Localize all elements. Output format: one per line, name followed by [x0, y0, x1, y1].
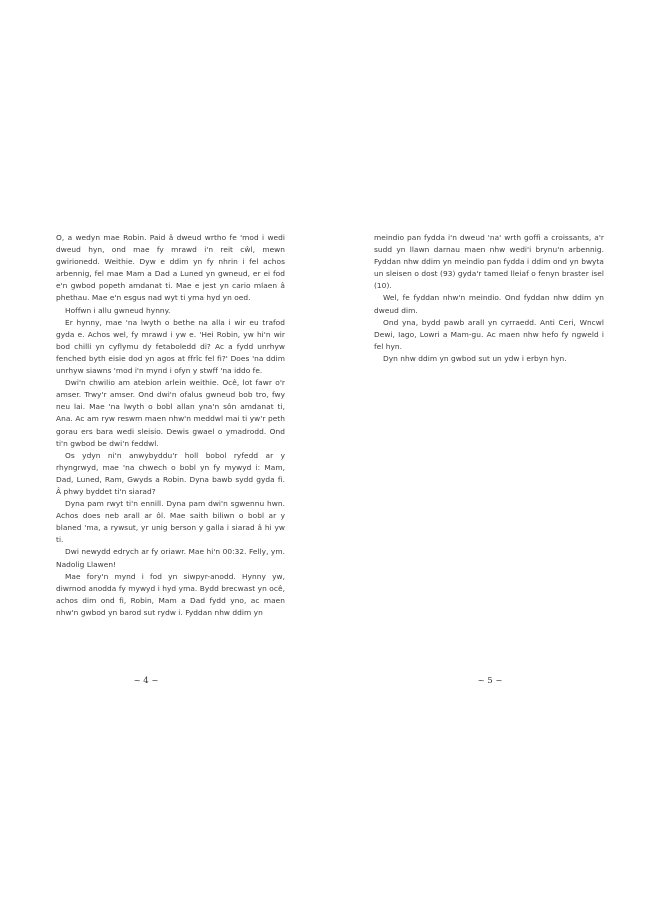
right-page — [330, 0, 660, 904]
paragraph: Dwi newydd edrych ar fy oriawr. Mae hi'n 00:32. Felly, ym. Nadolig Llawen! — [56, 547, 285, 569]
paragraph: Er hynny, mae 'na lwyth o bethe na alla i wir eu trafod gyda e. Achos wel, fy mrawd i yw e. 'Hei Robin, yw hi'n wir bod chilli yn cyflymu dy fetaboledd di? Ac a fydd unrhyw fenched byth eisie dod yn agos at ffrîc fel fi?' Does 'na ddim unrhyw siawns 'mod i'n mynd i ofyn y stwff 'na iddo fe. — [56, 317, 285, 376]
paragraph: Wel, fe fyddan nhw'n meindio. Ond fyddan nhw ddim yn dweud dim. — [374, 293, 604, 315]
paragraph: Mae fory'n mynd i fod yn siwpyr-anodd. Hynny yw, diwrnod anodda fy mywyd i hyd yma. Bydd brecwast yn ocê, achos dim ond fi, Robin, Mam a Dad fydd yno, ac maen nhw'n gwbod yn barod sut rydw i. Fyddan nhw ddim yn — [56, 571, 285, 617]
page-number: ~ 4 ~ — [133, 676, 159, 686]
page-number: ~ 5 ~ — [477, 676, 503, 686]
right-page-text — [374, 232, 604, 365]
paragraph: Hoffwn i allu gwneud hynny. — [65, 305, 171, 315]
paragraph: O, a wedyn mae Robin. Paid â dweud wrtho fe 'mod i wedi dweud hyn, ond mae fy mrawd i'n reit cŵl, mewn gwirionedd. Weithie. Dyw e ddim yn fy nhrin i fel achos arbennig, fel mae Mam a Dad a Luned yn gwneud, er ei fod e'n gwbod popeth amdanat ti. Mae e jest yn cario mlaen â phethau. Mae e'n esgus nad wyt ti yma hyd yn oed. — [56, 233, 285, 303]
paragraph: Os ydyn ni'n anwybyddu'r holl bobol ryfedd ar y rhyngrwyd, mae 'na chwech o bobl yn fy mywyd i: Mam, Dad, Luned, Ram, Gwyds a Robin. Dyna bawb sydd gyda fi. Â phwy byddet ti'n siarad? — [56, 450, 285, 496]
paragraph: Dyna pam rwyt ti'n ennill. Dyna pam dwi'n sgwennu hwn. Achos does neb arall ar ôl. Mae saith biliwn o bobl ar y blaned 'ma, a rywsut, yr unig berson y galla i siarad â hi yw ti. — [56, 499, 285, 545]
paragraph: meindio pan fydda i'n dweud 'na' wrth goffi a croissants, a'r sudd yn llawn darnau maen nhw wedi'i brynu'n arbennig. Fyddan nhw ddim yn meindio pan fydda i ddim ond yn bwyta un sleisen o dost (93) gyda'r tamed lleiaf o fenyn braster isel (10). — [374, 233, 604, 291]
paragraph: Ond yna, bydd pawb arall yn cyrraedd. Anti Ceri, Wncwl Dewi, Iago, Lowri a Mam-gu. Ac maen nhw hefo fy ngweld i fel hyn. — [374, 317, 604, 351]
paragraph: Dyn nhw ddim yn gwbod sut un ydw i erbyn hyn. — [383, 353, 567, 363]
left-page-text — [56, 232, 285, 619]
paragraph: Dwi'n chwilio am atebion arlein weithie. Ocê, lot fawr o'r amser. Trwy'r amser. Ond dwi'n ofalus gwneud bob tro, fwy neu lai. Mae 'na lwyth o bobl allan yna'n sôn amdanat ti, Ana. Ac am ryw reswm maen nhw'n meddwl mai ti yw'r peth gorau ers bara wedi sleisio. Dewis gwael o ymadrodd. Ond ti'n gwbod be dwi'n feddwl. — [56, 378, 285, 448]
